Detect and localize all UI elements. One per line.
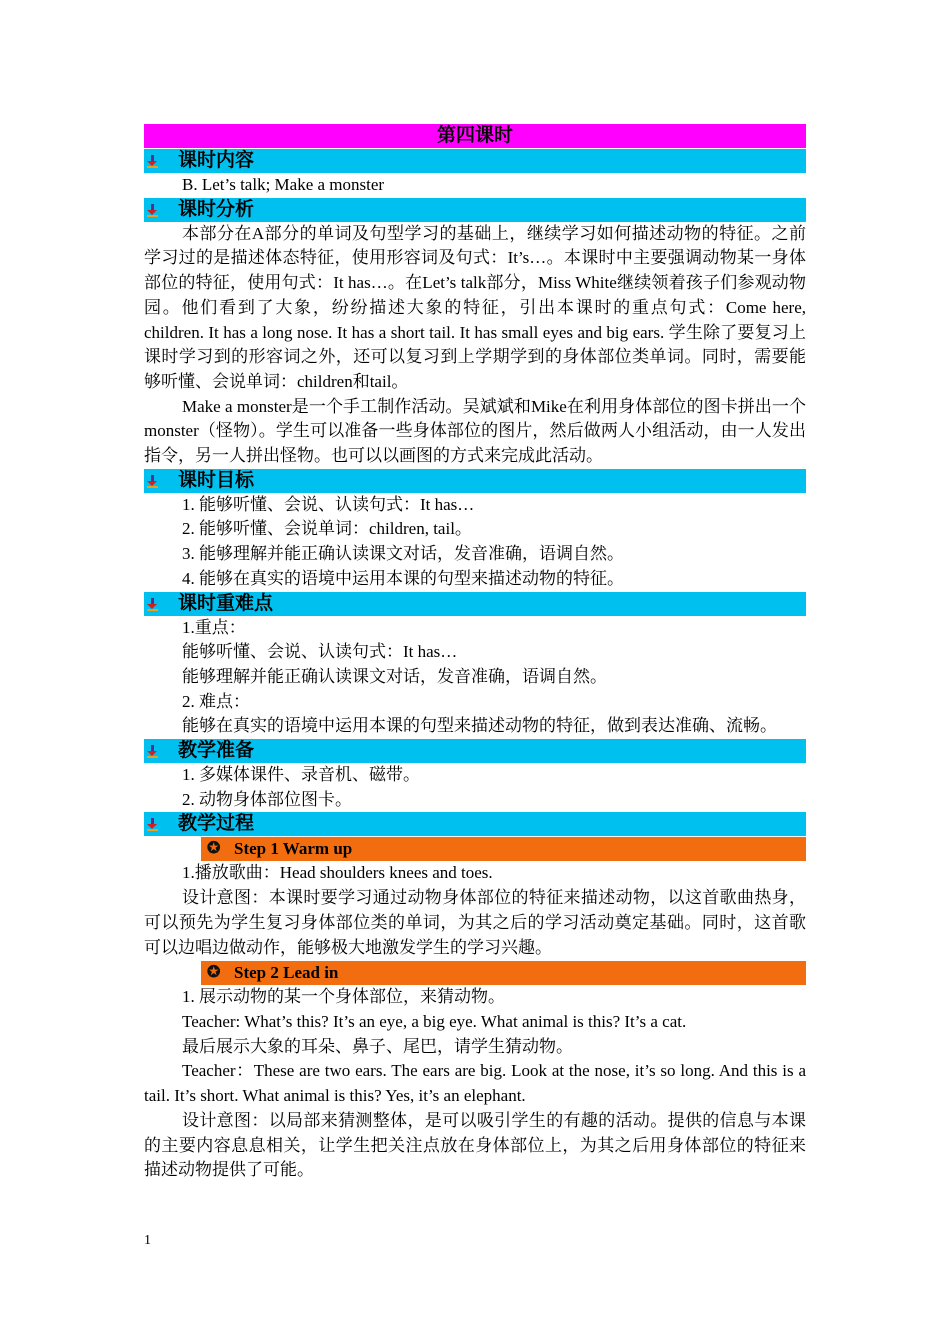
step-label: Step 1 Warm up bbox=[234, 839, 353, 859]
analysis-paragraph: Make a monster是一个手工制作活动。吴斌斌和Mike在利用身体部位的图卡拼出一个monster（怪物）。学生可以准备一些身体部位的图片，然后做两人小组活动，由一人发出指令，另一人拼出怪物。也可以以画图的方式来完成此活动。 bbox=[144, 396, 806, 466]
step-paragraph: 1. 展示动物的某一个身体部位，来猜动物。 bbox=[182, 987, 505, 1007]
prep-item: 1. 多媒体课件、录音机、磁带。 bbox=[182, 765, 420, 785]
difficulty-text: 能够在真实的语境中运用本课的句型来描述动物的特征，做到表达准确、流畅。 bbox=[182, 716, 777, 736]
section-heading-text: 教学过程 bbox=[178, 813, 255, 835]
page-number: 1 bbox=[144, 1233, 151, 1248]
difficulty-label: 2. 难点： bbox=[182, 691, 250, 711]
content-line: B. Let’s talk; Make a monster bbox=[182, 175, 385, 194]
download-arrow-icon bbox=[147, 155, 158, 167]
lesson-title: 第四课时 bbox=[144, 124, 806, 148]
focus-label: 1.重点： bbox=[182, 617, 246, 637]
step-paragraph: 设计意图：以局部来猜测整体，是可以吸引学生的有趣的活动。提供的信息与本课的主要内容息息相关，让学生把关注点放在身体部位上，为其之后用身体部位的特征来描述动物提供了可能。 bbox=[144, 1110, 806, 1180]
download-arrow-icon bbox=[147, 475, 158, 487]
step-paragraph: Teacher：These are two ears. The ears are big. Look at the nose, it’s so long. And this is a tail. It’s short. What animal is this? Yes, it’s an elephant. bbox=[144, 1061, 806, 1106]
section-heading-text: 教学准备 bbox=[178, 740, 255, 762]
download-arrow-icon bbox=[147, 598, 158, 610]
section-heading-text: 课时重难点 bbox=[178, 592, 274, 614]
star-circle-icon: ✪ bbox=[207, 964, 221, 982]
section-heading-text: 课时分析 bbox=[178, 198, 255, 220]
section-prep-heading bbox=[144, 739, 806, 763]
section-process-heading bbox=[144, 812, 806, 836]
download-arrow-icon bbox=[147, 818, 158, 830]
download-arrow-icon bbox=[147, 745, 158, 757]
step-paragraph: 设计意图：本课时要学习通过动物身体部位的特征来描述动物，以这首歌曲热身，可以预先为学生复习身体部位类的单词，为其之后的学习活动奠定基础。同时，这首歌可以边唱边做动作，能够极大地激发学生的学习兴趣。 bbox=[144, 888, 806, 957]
goal-item: 2. 能够听懂、会说单词：children, tail。 bbox=[182, 519, 472, 539]
step-label: Step 2 Lead in bbox=[234, 963, 339, 983]
download-arrow-icon bbox=[147, 204, 158, 216]
prep-item: 2. 动物身体部位图卡。 bbox=[182, 789, 352, 809]
step-paragraph: 1.播放歌曲：Head shoulders knees and toes. bbox=[182, 863, 493, 883]
step-paragraph: 最后展示大象的耳朵、鼻子、尾巴，请学生猜动物。 bbox=[182, 1036, 573, 1056]
section-heading-text: 课时内容 bbox=[178, 150, 255, 171]
step-paragraph: Teacher: What’s this? It’s an eye, a big eye. What animal is this? It’s a cat. bbox=[182, 1011, 687, 1031]
section-heading-text: 课时目标 bbox=[178, 469, 255, 491]
section-content-heading bbox=[144, 149, 806, 173]
step-1-heading bbox=[201, 837, 806, 861]
star-circle-icon: ✪ bbox=[207, 840, 221, 858]
section-keypoints-heading bbox=[144, 592, 806, 616]
step-2-heading bbox=[201, 961, 806, 985]
focus-item: 能够理解并能正确认读课文对话，发音准确，语调自然。 bbox=[182, 666, 607, 686]
goal-item: 4. 能够在真实的语境中运用本课的句型来描述动物的特征。 bbox=[182, 568, 624, 588]
analysis-paragraph: 本部分在A部分的单词及句型学习的基础上，继续学习如何描述动物的特征。之前学习过的是描述体态特征，使用形容词及句式：It’s…。本课时中主要强调动物某一身体部位的特征，使用句式：It has…。在Let’s talk部分，Miss White继续领着孩子们参观动物园。他们看到了大象，纷纷描述大象的特征，引出本课时的重点句式：Come here, children. It has a long nose. It has a short tail. It has small eyes and big ears. 学生除了要复习上课时学习到的形容词之外，还可以复习到上学期学到的身体部位类单词。同时，需要能够听懂、会说单词：children和tail。 bbox=[144, 223, 806, 391]
document-page bbox=[144, 124, 806, 1183]
goal-item: 3. 能够理解并能正确认读课文对话，发音准确，语调自然。 bbox=[182, 544, 624, 564]
goal-item: 1. 能够听懂、会说、认读句式：It has… bbox=[182, 494, 475, 514]
section-analysis-heading bbox=[144, 198, 806, 222]
focus-item: 能够听懂、会说、认读句式：It has… bbox=[182, 642, 458, 662]
section-goals-heading bbox=[144, 469, 806, 493]
